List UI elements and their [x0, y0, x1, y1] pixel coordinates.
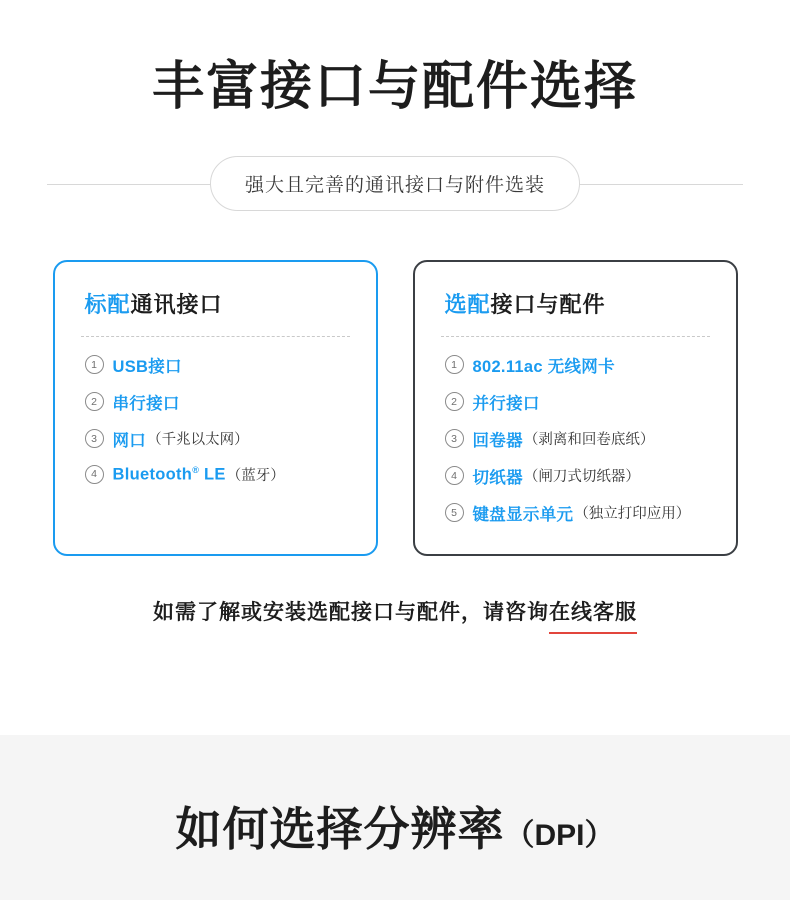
card-standard-title-highlight: 标配 — [84, 291, 131, 317]
list-item — [445, 353, 710, 377]
card-optional-item-list — [441, 337, 710, 525]
item-number-badge: 2 — [445, 392, 464, 411]
dpi-section — [0, 735, 790, 900]
list-item — [445, 390, 710, 414]
dpi-section-title-suffix: （DPI） — [504, 819, 615, 852]
dpi-section-title-main: 如何选择分辨率 — [175, 803, 505, 855]
item-note: （闸刀式切纸器） — [523, 469, 640, 486]
item-number-badge: 3 — [85, 429, 104, 448]
item-number-badge: 1 — [445, 355, 464, 374]
item-label: 串行接口 — [112, 394, 180, 413]
registered-trademark-icon: ® — [192, 464, 200, 475]
subtitle-row — [0, 156, 790, 212]
online-support-link[interactable]: 在线客服 — [549, 596, 637, 630]
cards-container — [0, 260, 790, 556]
item-label: USB接口 — [112, 357, 182, 376]
list-item — [85, 427, 350, 451]
list-item — [445, 427, 710, 451]
dpi-section-title — [0, 735, 790, 859]
page-title: 丰富接口与配件选择 — [151, 58, 638, 116]
item-note: （千兆以太网） — [147, 432, 249, 449]
footnote — [0, 596, 790, 630]
item-label: 回卷器 — [472, 431, 523, 450]
subtitle-pill: 强大且完善的通讯接口与附件选装 — [210, 156, 580, 211]
list-item — [445, 501, 710, 525]
item-number-badge: 5 — [445, 503, 464, 522]
list-item — [445, 464, 710, 488]
card-optional-title — [441, 288, 710, 319]
item-label: 802.11ac 无线网卡 — [472, 357, 615, 376]
item-label: 网口 — [112, 431, 147, 450]
card-optional-title-highlight: 选配 — [444, 291, 491, 317]
item-label-text: Bluetooth — [112, 465, 193, 484]
item-label: 并行接口 — [472, 394, 540, 413]
item-number-badge: 1 — [85, 355, 104, 374]
item-number-badge: 4 — [85, 465, 104, 484]
item-number-badge: 4 — [445, 466, 464, 485]
footnote-text: 如需了解或安装选配接口与配件，请咨询 — [153, 600, 549, 624]
item-label: 切纸器 — [472, 468, 523, 487]
item-note: （剥离和回卷底纸） — [523, 432, 655, 449]
list-item — [85, 464, 350, 485]
card-standard-interfaces — [53, 260, 378, 556]
card-standard-title-rest: 通讯接口 — [130, 291, 223, 317]
list-item — [85, 390, 350, 414]
item-note: （蓝牙） — [226, 467, 285, 484]
item-label-tail: LE — [199, 465, 226, 484]
item-note: （独立打印应用） — [574, 506, 691, 523]
item-number-badge: 3 — [445, 429, 464, 448]
item-label: 键盘显示单元 — [472, 505, 574, 524]
card-optional-interfaces — [413, 260, 738, 556]
item-label — [113, 465, 226, 485]
card-standard-title — [81, 288, 350, 319]
card-standard-item-list — [81, 337, 350, 485]
card-optional-title-rest: 接口与配件 — [490, 291, 606, 317]
list-item — [85, 353, 350, 377]
item-number-badge: 2 — [85, 392, 104, 411]
